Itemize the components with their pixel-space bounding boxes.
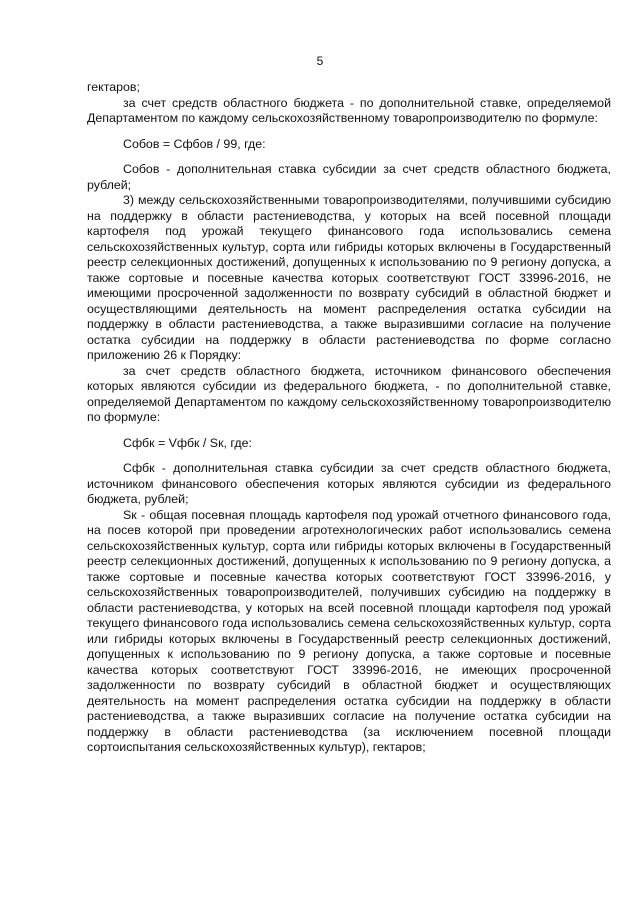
page-number: 5 — [316, 54, 324, 68]
paragraph-item-3: 3) между сельскохозяйственными товаропроизводителями, получившими субсидию на поддержку в области растениеводства, у которых на всей посевной площади картофеля под урожай текущего финансового года использовались семена сельскохозяйственных культур, сорта или гибриды которых включены в Государственный реестр селекционных достижений, допущенных к использованию по 9 региону допуска, а также сортовые и посевные качества которых соответствуют ГОСТ 33996-2016, не имеющими просроченной задолженности по возврату субсидий в областной бюджет и осуществляющими деятельность на момент распределения остатка субсидии на поддержку в области растениеводства, а также выразившими согласие на получение остатка субсидии на поддержку в области растениеводства по форме согласно приложению 26 к Порядку: — [87, 193, 611, 362]
paragraph-federal-budget-rate: за счет средств областного бюджета, источником финансового обеспечения которых являются субсидии из федерального бюджета, - по дополнительной ставке, определяемой Департаментом по каждому сельскохозяйственному товаропроизводителю по формуле: — [87, 363, 611, 424]
paragraph-sobov-definition: Cобов - дополнительная ставка субсидии за счет средств областного бюджета, рублей; — [87, 162, 611, 192]
paragraph-regional-budget-rate: за счет средств областного бюджета - по дополнительной ставке, определяемой Департаментом по каждому сельскохозяйственному товаропроизводителю по формуле: — [87, 95, 611, 125]
paragraph-hectares-end: гектаров; — [87, 80, 140, 94]
paragraph-sfbk-definition: Cфбк - дополнительная ставка субсидии за счет средств областного бюджета, источником финансового обеспечения которых являются субсидии из федерального бюджета, рублей; — [87, 461, 611, 506]
formula-sobov: Cобов = Cфбов / 99, где: — [123, 136, 266, 151]
paragraph-sk-definition: Sк - общая посевная площадь картофеля под урожай отчетного финансового года, на посев которой при проведении агротехнологических работ использовались семена сельскохозяйственных культур, сорта или гибриды которых включены в Государственный реестр селекционных достижений, допущенных к использованию по 9 региону допуска, а также сортовые и посевные качества которых соответствуют ГОСТ 33996-2016, у сельскохозяйственных товаропроизводителей, получивших субсидию на поддержку в области растениеводства, у которых на всей посевной площади картофеля под урожай текущего финансового года использовались семена сельскохозяйственных культур, сорта или гибриды которых включены в Государственный реестр селекционных достижений, допущенных к использованию по 9 региону допуска, а также сортовые и посевные качества которых соответствуют ГОСТ 33996-2016, не имеющих просроченной задолженности по возврату субсидий в областной бюджет и осуществляющих деятельность на момент распределения остатка субсидии на поддержку в области растениеводства, а также выразивших согласие на получение остатка субсидии на поддержку в области растениеводства (за исключением посевной площади сортоиспытания сельскохозяйственных культур), гектаров; — [87, 507, 611, 754]
document-body — [87, 80, 611, 756]
formula-sfbk: Cфбк = Vфбк / Sк, где: — [123, 435, 252, 450]
